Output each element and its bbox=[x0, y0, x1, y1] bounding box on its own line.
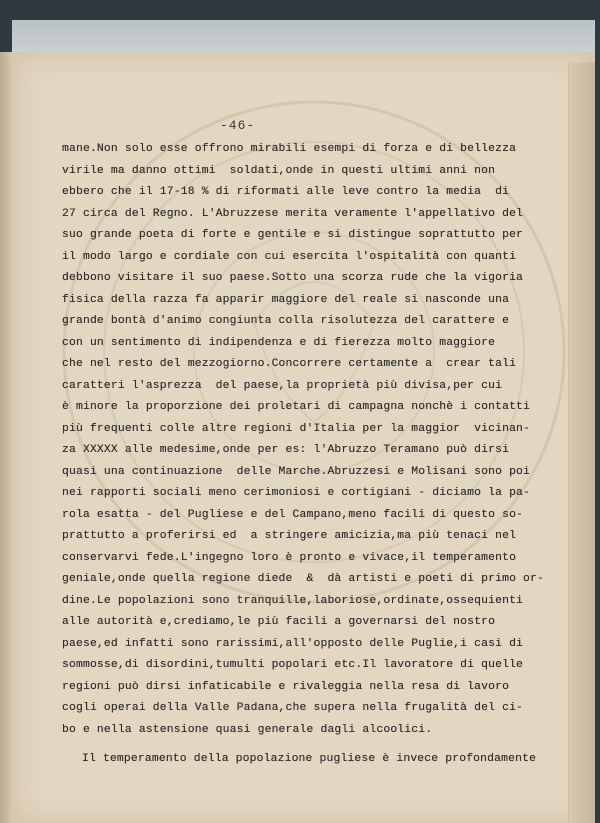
text-line: dine.Le popolazioni sono tranquille,laboriose,ordinate,ossequienti bbox=[62, 594, 524, 607]
text-line: virile ma danno ottimi soldati,onde in questi ultimi anni non bbox=[62, 164, 496, 177]
text-line: suo grande poeta di forte e gentile e si distingue soprattutto per bbox=[62, 229, 524, 241]
text-line: conservarvi fede.L'ingegno loro è pronto e vivace,il temperamento bbox=[62, 551, 517, 564]
text-line: rola esatta - del Pugliese e del Campano,meno facili di questo so- bbox=[62, 508, 524, 521]
text-line: 27 circa del Regno. L'Abruzzese merita veramente l'appellativo del bbox=[62, 207, 524, 220]
text-line: mane.Non solo esse offrono mirabili esempi di forza e di bellezza bbox=[62, 143, 517, 155]
page-right-edge bbox=[568, 62, 595, 823]
text-line: più frequenti colle altre regioni d'Italia per la maggior vicinan- bbox=[62, 422, 531, 435]
text-line: con un sentimento di indipendenza e di fierezza molto maggiore bbox=[62, 336, 496, 349]
text-line: regioni può dirsi infaticabile e rivaleggia nella resa di lavoro bbox=[62, 680, 510, 693]
text-line: alle autorità e,crediamo,le più facili a governarsi del nostro bbox=[62, 616, 496, 628]
text-line: prattutto a proferirsi ed a stringere amicizia,ma più tenaci nel bbox=[62, 530, 517, 542]
text-line: bo e nella astensione quasi generale dagli alcoolici. bbox=[62, 723, 433, 736]
text-line: cogli operai della Valle Padana,che supera nella frugalità del ci- bbox=[62, 702, 524, 714]
text-line: ebbero che il 17-18 % di riformati alle leve contro la media di bbox=[62, 186, 510, 198]
text-line: fisica della razza fa apparir maggiore del reale si nasconde una bbox=[62, 293, 510, 306]
paragraph-start-line: Il temperamento della popolazione pugliese è invece profondamente bbox=[82, 753, 537, 765]
text-line: il modo largo e cordiale con cui esercita l'ospitalità con quanti bbox=[62, 250, 517, 263]
text-line: sommosse,di disordini,tumulti popolari etc.Il lavoratore di quelle bbox=[62, 659, 524, 671]
text-line: che nel resto del mezzogiorno.Concorrere certamente a crear tali bbox=[62, 358, 517, 370]
text-line: geniale,onde quella regione diede & dà artisti e poeti di primo or- bbox=[62, 573, 544, 585]
text-line: quasi una continuazione delle Marche.Abruzzesi e Molisani sono poi bbox=[62, 465, 531, 478]
page-left-edge bbox=[0, 52, 14, 823]
text-line: caratteri l'asprezza del paese,la proprietà più divisa,per cui bbox=[62, 379, 503, 392]
text-line: grande bontà d'animo congiunta colla risolutezza del carattere e bbox=[62, 315, 510, 327]
typed-text-body bbox=[62, 139, 562, 771]
text-line: za XXXXX alle medesime,onde per es: l'Abruzzo Teramano può dirsi bbox=[62, 444, 510, 456]
page-number: -46- bbox=[220, 118, 256, 133]
text-line: nei rapporti sociali meno cerimoniosi e cortigiani - diciamo la pa- bbox=[62, 487, 531, 499]
text-line: è minore la proporzione dei proletari di campagna nonchè i contatti bbox=[62, 401, 531, 413]
text-line: debbono visitare il suo paese.Sotto una scorza rude che la vigoria bbox=[62, 272, 524, 284]
text-line: paese,ed infatti sono rarissimi,all'opposto delle Puglie,i casi di bbox=[62, 637, 524, 650]
